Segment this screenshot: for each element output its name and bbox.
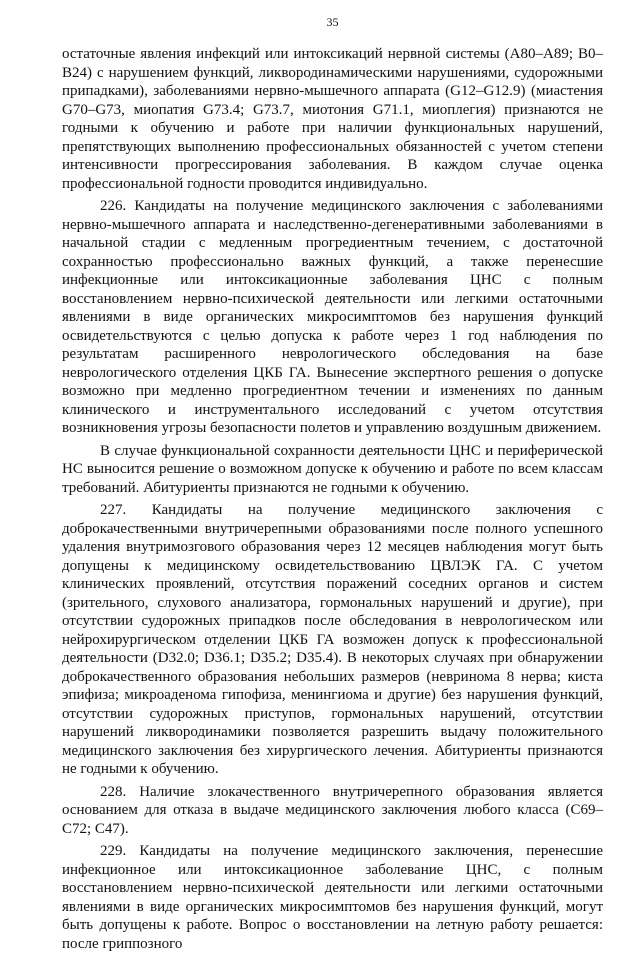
paragraph-continued: остаточные явления инфекций или интоксикаций нервной системы (А80–А89; В0–В24) с нарушением функций, ликвородинамическими нарушениями, судорожными припадками), заболеваниями нервно-мышечного аппарата (G12–G12.9) (миастения G70–G73, миопатия G73.4; G73.7, миотония G71.1, миоплегия) признаются не годными к обучению и работе при наличии функциональных нарушений, препятствующих выполнению профессиональных обязанностей с учетом степени интенсивности прогрессирования заболевания. В каждом случае оценка профессиональной годности проводится индивидуально.	[62, 46, 603, 192]
paragraph-226: 226. Кандидаты на получение медицинского заключения с заболеваниями нервно-мышечного аппарата и наследственно-дегенеративными заболеваниями в начальной стадии с медленным прогредиентным течением, с достаточной сохранностью профессионально важных функций, а также перенесшие инфекционные или интоксикационные заболевания ЦНС с полным восстановлением нервно-психической деятельности или легкими остаточными явлениями в виде органических микросимптомов без нарушения функций освидетельствуются с целью допуска к работе через 1 год наблюдения по результатам расширенного неврологического обследования на базе неврологического отделения ЦКБ ГА. Вынесение экспертного решения о допуске возможно при медленно прогредиентном течении и изменениях по данным клинического и инструментального исследований с учетом отсутствия возникновения угрозы безопасности полетов и управлению воздушным движением.	[62, 198, 603, 436]
page-number: 35	[326, 15, 339, 29]
paragraph-228: 228. Наличие злокачественного внутричерепного образования является основанием для отказа в выдаче медицинского заключения любого класса (С69–С72; С47).	[62, 783, 603, 837]
paragraph-226-functional: В случае функциональной сохранности деятельности ЦНС и периферической НС выносится решение о возможном допуске к обучению и работе по всем классам требований. Абитуриенты признаются не годными к обучению.	[62, 442, 603, 496]
paragraph-227: 227. Кандидаты на получение медицинского заключения с доброкачественными внутричерепными образованиями после полного успешного удаления внутримозгового образования через 12 месяцев наблюдения могут быть допущены к медицинскому освидетельствованию ЦВЛЭК ГА. С учетом клинических проявлений, отсутствия поражений соседних органов и систем (зрительного, слухового анализатора, гормональных нарушений и другие), при отсутствии судорожных припадков после обследования в неврологическом или нейрохирургическом отделении ЦКБ ГА возможен допуск к профессиональной деятельности (D32.0; D36.1; D35.2; D35.4). В некоторых случаях при обнаружении доброкачественного образования небольших размеров (невринома 8 нерва; киста эпифиза; микроаденома гипофиза, менингиома и другие) без нарушения функций, отсутствии судорожных приступов, гормональных нарушений, отсутствии нарушений ликвородинамики позволяется разрешить выдачу положительного медицинского заключения без хирургического лечения. Абитуриенты признаются не годными к обучению.	[62, 502, 603, 777]
paragraph-229: 229. Кандидаты на получение медицинского заключения, перенесшие инфекционное или интоксикационное заболевание ЦНС, с полным восстановлением нервно-психической деятельности или легкими остаточными явлениями в виде органических микросимптомов без нарушения функций, могут быть допущены к работе. Вопрос о восстановлении на летную работу решается: после гриппозного	[62, 843, 603, 952]
document-body	[62, 45, 603, 953]
